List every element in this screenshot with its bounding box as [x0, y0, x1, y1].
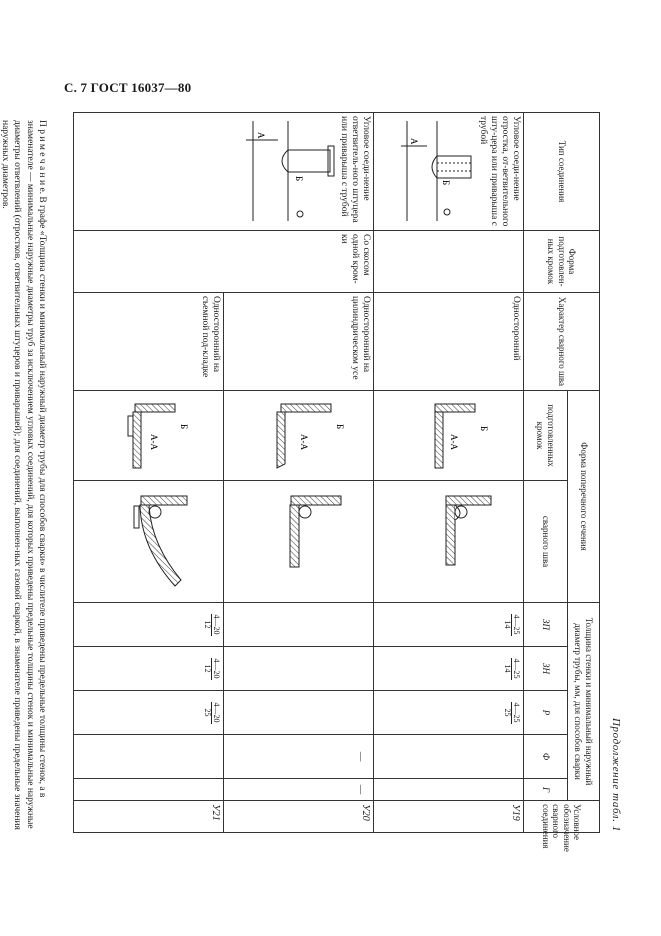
arrow-label-a: А: [409, 138, 420, 145]
cell-designation: У19: [374, 801, 524, 833]
prepared-edges-diagram-3: [81, 394, 221, 478]
cell-value-g: —: [224, 779, 374, 801]
header-method-zn: ЗН: [524, 647, 568, 691]
cell-edge-form: [374, 231, 524, 293]
arrow-label-a: А: [256, 132, 267, 139]
header-joint-type: Тип соединения: [524, 113, 600, 231]
cell-weld-character: Односторонний на съемной под-кладке: [74, 293, 224, 391]
table-note: П р и м е ч а н и е. В графе «Толщина стенки и минимальный наружный диаметр трубы для способов сварки» в числителе приведены предельные толщины стенок, а в знаменателе — минимальные наружные диаметры труб за исключением угловых соединений, для которых приведены предельные толщины стенок и минимальные наружные диаметры ответвлений (отростков, ответвительных штуцеров и приварышей); для соединений, выполнен-ных газовой сваркой, в знаменателе приведены предельные значения наружных диаметров.: [0, 120, 47, 830]
prepared-edges-diagram-1: [381, 394, 521, 478]
cell-value-f: —: [224, 735, 374, 779]
cell-joint-type: [374, 113, 524, 231]
cell-value-zp: 4—20 12: [74, 603, 224, 647]
weld-seam-diagram-3: [81, 484, 221, 600]
label-aa: А-А: [299, 434, 309, 450]
label-b: Б: [335, 424, 345, 430]
cell-value-zn: 4—25 14: [374, 647, 524, 691]
cell-prepared-edges: [224, 391, 374, 481]
header-method-r: Р: [524, 691, 568, 735]
header-cross-section: Форма поперечного сечения: [568, 391, 600, 603]
cell-value-r: [224, 691, 374, 735]
cell-weld-seam: [374, 481, 524, 603]
cell-designation: У21: [74, 801, 224, 833]
prepared-edges-diagram-2: [231, 394, 371, 478]
table-row: [224, 113, 374, 833]
weld-joint-table: [73, 112, 600, 852]
header-prepared-edges: подготовленных кромок: [524, 391, 568, 481]
header-thickness: Толщина стенки и минимальный наружный диаметр трубы, мм, для способов сварки: [568, 603, 600, 801]
weld-seam-diagram-2: [231, 484, 371, 600]
cell-value-zp: 4—25 14: [374, 603, 524, 647]
header-weld-seam: сварного шва: [524, 481, 568, 603]
header-method-f: Ф: [524, 735, 568, 779]
label-b: Б: [479, 426, 489, 432]
cell-prepared-edges: [374, 391, 524, 481]
cell-value-g: [374, 779, 524, 801]
label-b: Б: [441, 180, 452, 186]
cell-value-f: [74, 735, 224, 779]
cell-weld-character: Односторонний: [374, 293, 524, 391]
header-designation: Условное обозначение сварного соединения: [524, 801, 600, 833]
header-weld-character: Характер сварного шва: [524, 293, 600, 391]
cell-joint-type: [74, 113, 374, 231]
cell-value-zn: [224, 647, 374, 691]
label-aa: А-А: [149, 434, 159, 450]
cell-weld-seam: [74, 481, 224, 603]
joint-type-text: Угловое соеди-нение отростка, от-ветвительного шту-цера или приварыша с трубой: [478, 116, 521, 227]
header-method-g: Г: [524, 779, 568, 801]
cell-value-r: 4—20 25: [74, 691, 224, 735]
continuation-label: Продолжение табл. 1: [610, 718, 622, 832]
cell-weld-character: Односторонний на цилиндрическом усе: [224, 293, 374, 391]
weld-seam-diagram-1: [381, 484, 521, 600]
cell-value-zp: [224, 603, 374, 647]
header-method-zp: ЗП: [524, 603, 568, 647]
cell-edge-form: Со скосом одной кром-ки: [74, 231, 374, 293]
joint-diagram-1: [397, 116, 477, 226]
label-b: Б: [179, 424, 189, 430]
cell-prepared-edges: [74, 391, 224, 481]
cell-designation: У20: [224, 801, 374, 833]
cell-weld-seam: [224, 481, 374, 603]
label-b: Б: [294, 176, 305, 182]
cell-value-zn: 4—20 12: [74, 647, 224, 691]
label-aa: А-А: [449, 434, 459, 450]
header-edge-form: Форма подготовлен-ных кромок: [524, 231, 600, 293]
cell-value-g: [74, 779, 224, 801]
cell-value-f: [374, 735, 524, 779]
table-note-wrap: [0, 112, 52, 832]
cell-value-r: 4—25 25: [374, 691, 524, 735]
joint-type-text: Угловое соеди-нение ответвитель-ного штуцера или приварыша с трубой: [339, 116, 371, 223]
joint-diagram-2: [238, 116, 338, 226]
table-row: [374, 113, 524, 833]
rotated-table-container: [0, 112, 622, 852]
page-header: С. 7 ГОСТ 16037—80: [64, 80, 192, 95]
